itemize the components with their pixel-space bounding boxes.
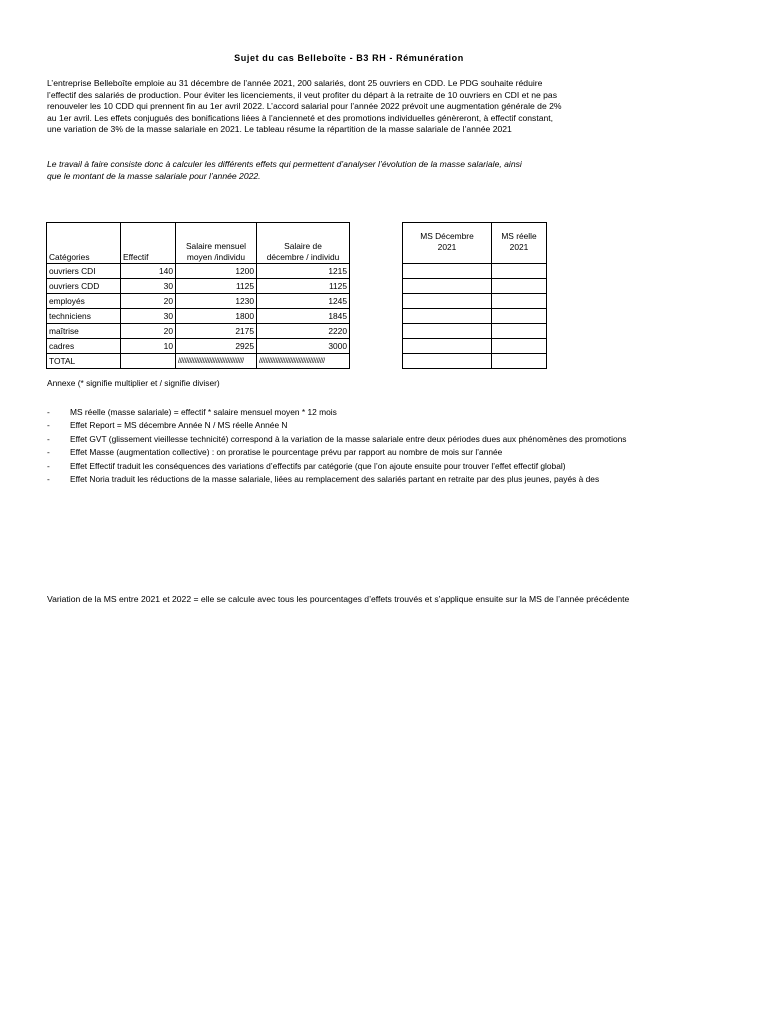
cell-salaire-decembre: 1245 xyxy=(257,294,350,309)
table-row xyxy=(47,309,350,324)
cell-ms-decembre[interactable] xyxy=(403,279,492,294)
table-row xyxy=(403,324,547,339)
cell-salaire-moyen: 2175 xyxy=(176,324,257,339)
table-row xyxy=(47,324,350,339)
cell-salaire-decembre: 1845 xyxy=(257,309,350,324)
header-ms-reelle-line1: MS réelle xyxy=(501,231,537,241)
header-salaire-moyen-line2: moyen /individu xyxy=(186,252,246,262)
table-row xyxy=(403,309,547,324)
task-line: que le montant de la masse salariale pour l’année 2022. xyxy=(47,171,261,181)
header-ms-decembre-line1: MS Décembre xyxy=(420,231,474,241)
cell-category: techniciens xyxy=(47,309,121,324)
intro-line: au 1er avril. Les effets conjugués des bonifications liées à l’ancienneté et des promotions individuelles génèreront, à effectif constant, xyxy=(47,112,554,123)
cell-total-effectif xyxy=(121,354,176,369)
cell-category: ouvriers CDD xyxy=(47,279,121,294)
cell-effectif: 20 xyxy=(121,294,176,309)
task-line: Le travail à faire consiste donc à calculer les différents effets qui permettent d’analyser l’évolution de la masse salariale, ainsi xyxy=(47,159,522,169)
table-row xyxy=(47,294,350,309)
header-salaire-decembre xyxy=(257,223,350,264)
cell-effectif: 30 xyxy=(121,279,176,294)
bullet-dash: - xyxy=(47,447,50,458)
intro-line: l’effectif des salariés de production. Pour éviter les licenciements, il veut profiter du départ à la retraite de 10 ouvriers en CDI et ne pas xyxy=(47,89,558,100)
intro-paragraph xyxy=(47,78,687,136)
bullet-dash: - xyxy=(47,433,50,444)
table-row xyxy=(403,279,547,294)
cell-total-label: TOTAL xyxy=(47,354,121,369)
definition-text: MS réelle (masse salariale) = effectif * salaire mensuel moyen * 12 mois xyxy=(70,407,337,417)
header-ms-decembre xyxy=(403,223,492,264)
cell-category: employés xyxy=(47,294,121,309)
cell-salaire-moyen: 1200 xyxy=(176,264,257,279)
cell-salaire-moyen: 1800 xyxy=(176,309,257,324)
cell-category: ouvriers CDI xyxy=(47,264,121,279)
bullet-dash: - xyxy=(47,473,50,484)
cell-ms-decembre[interactable] xyxy=(403,264,492,279)
cell-category: cadres xyxy=(47,339,121,354)
table-row xyxy=(47,339,350,354)
cell-effectif: 30 xyxy=(121,309,176,324)
cell-effectif: 10 xyxy=(121,339,176,354)
header-effectif: Effectif xyxy=(121,223,176,264)
cell-ms-decembre[interactable] xyxy=(403,309,492,324)
table-row xyxy=(403,264,547,279)
cell-ms-decembre[interactable] xyxy=(403,294,492,309)
cell-salaire-moyen: 2925 xyxy=(176,339,257,354)
definition-text: Effet Effectif traduit les conséquences des variations d’effectifs par catégorie (que l’on ajoute ensuite pour trouver l’effet effectif global) xyxy=(70,460,566,471)
variation-note: Variation de la MS entre 2021 et 2022 = elle se calcule avec tous les pourcentages d’effets trouvés et s’applique ensuite sur la MS de l’année précédente xyxy=(47,594,630,604)
cell-salaire-decembre: 2220 xyxy=(257,324,350,339)
cell-ms-decembre[interactable] xyxy=(403,354,492,369)
task-paragraph xyxy=(47,158,687,182)
bullet-dash: - xyxy=(47,407,50,417)
table-row xyxy=(403,294,547,309)
cell-ms-reelle[interactable] xyxy=(492,264,547,279)
cell-ms-reelle[interactable] xyxy=(492,309,547,324)
cell-ms-reelle[interactable] xyxy=(492,324,547,339)
cell-salaire-moyen: 1230 xyxy=(176,294,257,309)
cell-salaire-decembre: 1215 xyxy=(257,264,350,279)
header-salaire-decembre-line2: décembre / individu xyxy=(266,252,340,262)
header-salaire-moyen-line1: Salaire mensuel xyxy=(185,241,247,251)
definition-text: Effet Noria traduit les réductions de la masse salariale, liées au remplacement des salariés partant en retraite par des plus jeunes, payés à des xyxy=(70,473,600,484)
salary-table xyxy=(46,222,350,369)
header-ms-reelle xyxy=(492,223,547,264)
cell-hatch: //////////////////////////////////////// xyxy=(176,354,257,369)
cell-ms-reelle[interactable] xyxy=(492,294,547,309)
definition-text: Effet GVT (glissement vieillesse technicité) correspond à la variation de la masse salariale entre deux périodes dues aux phénomènes des promotions xyxy=(70,433,627,444)
annexe-note: Annexe (* signifie multiplier et / signifie diviser) xyxy=(47,378,220,388)
intro-line: renouveler les 10 CDD qui prennent fin au 1er avril 2022. L’accord salarial pour l’année 2022 prévoit une augmentation générale de 2% xyxy=(47,101,562,111)
cell-effectif: 20 xyxy=(121,324,176,339)
table-row xyxy=(47,279,350,294)
bullet-dash: - xyxy=(47,460,50,471)
table-row xyxy=(403,354,547,369)
header-ms-reelle-line2: 2021 xyxy=(509,242,529,252)
document-title: Sujet du cas Belleboîte - B3 RH - Rémunération xyxy=(234,53,464,63)
cell-salaire-moyen: 1125 xyxy=(176,279,257,294)
cell-salaire-decembre: 3000 xyxy=(257,339,350,354)
cell-ms-decembre[interactable] xyxy=(403,324,492,339)
intro-line: une variation de 3% de la masse salariale en 2021. Le tableau résume la répartition de la masse salariale de l’année 2021 xyxy=(47,124,512,134)
total-row xyxy=(47,354,350,369)
cell-ms-decembre[interactable] xyxy=(403,339,492,354)
cell-salaire-decembre: 1125 xyxy=(257,279,350,294)
header-categories: Catégories xyxy=(47,223,121,264)
cell-category: maîtrise xyxy=(47,324,121,339)
definition-text: Effet Masse (augmentation collective) : on proratise le pourcentage prévu par rapport au nombre de mois sur l’année xyxy=(70,447,503,458)
intro-line: L’entreprise Belleboîte emploie au 31 décembre de l’année 2021, 200 salariés, dont 25 ouvriers en CDD. Le PDG souhaite réduire xyxy=(47,78,543,88)
cell-ms-reelle[interactable] xyxy=(492,279,547,294)
ms-table xyxy=(402,222,547,369)
table-row xyxy=(403,339,547,354)
cell-ms-reelle[interactable] xyxy=(492,339,547,354)
header-salaire-moyen xyxy=(176,223,257,264)
definition-text: Effet Report = MS décembre Année N / MS réelle Année N xyxy=(70,420,288,431)
table-row xyxy=(47,264,350,279)
cell-ms-reelle[interactable] xyxy=(492,354,547,369)
header-salaire-decembre-line1: Salaire de xyxy=(284,241,322,251)
bullet-dash: - xyxy=(47,420,50,431)
header-ms-decembre-line2: 2021 xyxy=(437,242,457,252)
cell-hatch: //////////////////////////////////////// xyxy=(257,354,350,369)
cell-effectif: 140 xyxy=(121,264,176,279)
